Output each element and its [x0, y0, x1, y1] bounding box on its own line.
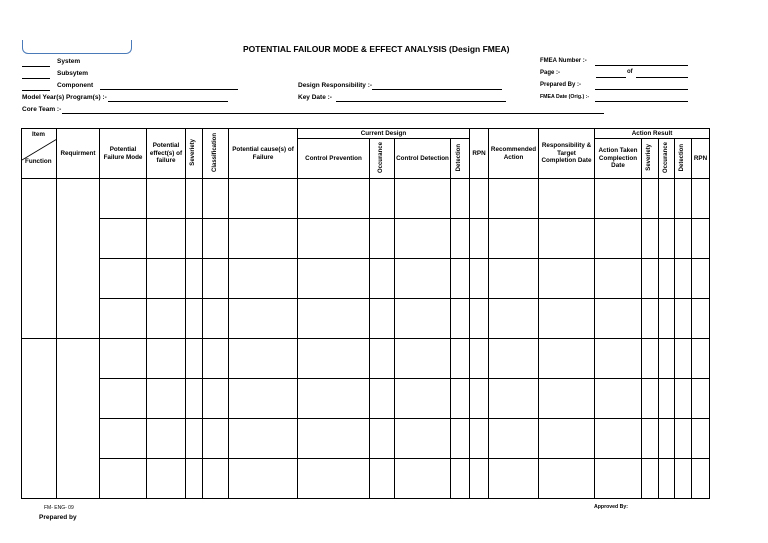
table-cell[interactable]: [539, 419, 595, 459]
table-cell[interactable]: [186, 299, 203, 339]
table-cell[interactable]: [451, 459, 470, 499]
table-cell[interactable]: [186, 259, 203, 299]
table-cell[interactable]: [489, 339, 539, 379]
table-cell[interactable]: [370, 339, 395, 379]
table-cell[interactable]: [370, 419, 395, 459]
table-cell[interactable]: [100, 179, 147, 219]
table-cell[interactable]: [595, 339, 642, 379]
design-responsibility-field[interactable]: [372, 84, 502, 90]
approved-by-footer: Approved By:: [594, 504, 629, 510]
current-design-group-header: Current Design: [298, 129, 470, 139]
table-cell[interactable]: [370, 259, 395, 299]
table-cell[interactable]: [147, 419, 186, 459]
table-row: [22, 419, 710, 459]
classification-header-text: Classification: [211, 132, 218, 172]
table-cell[interactable]: [642, 259, 659, 299]
causes-header: Potential cause(s) of Failure: [229, 129, 298, 179]
table-cell[interactable]: [539, 179, 595, 219]
table-cell[interactable]: [370, 219, 395, 259]
item-function-header-cell: [22, 129, 57, 179]
table-cell[interactable]: [539, 379, 595, 419]
table-cell[interactable]: [692, 339, 710, 379]
fmea-number-field[interactable]: [595, 60, 688, 66]
table-cell[interactable]: [470, 179, 489, 219]
table-cell[interactable]: [186, 339, 203, 379]
table-cell[interactable]: [642, 419, 659, 459]
occurance-header-text: Occurance: [378, 141, 385, 173]
table-cell[interactable]: [595, 259, 642, 299]
table-cell[interactable]: [451, 419, 470, 459]
table-cell[interactable]: [675, 379, 692, 419]
table-cell[interactable]: [100, 259, 147, 299]
table-cell[interactable]: [229, 379, 298, 419]
table-cell[interactable]: [147, 179, 186, 219]
table-cell[interactable]: [470, 379, 489, 419]
table-cell[interactable]: [203, 219, 229, 259]
table-cell[interactable]: [692, 419, 710, 459]
model-year-label: Model Year(s) Program(s) :-: [22, 94, 107, 101]
table-cell[interactable]: [395, 379, 451, 419]
table-cell[interactable]: [451, 299, 470, 339]
table-cell[interactable]: [186, 459, 203, 499]
table-cell[interactable]: [203, 259, 229, 299]
table-cell[interactable]: [470, 299, 489, 339]
table-cell[interactable]: [489, 379, 539, 419]
table-cell[interactable]: [595, 459, 642, 499]
table-cell[interactable]: [659, 379, 675, 419]
table-cell[interactable]: [395, 299, 451, 339]
table-cell[interactable]: [659, 419, 675, 459]
table-cell[interactable]: [675, 259, 692, 299]
action-result-group-header: Action Result: [595, 129, 710, 139]
page-total-field[interactable]: [636, 72, 688, 78]
ar-occurance-header: [659, 139, 675, 179]
table-cell[interactable]: [642, 219, 659, 259]
table-cell[interactable]: [370, 379, 395, 419]
form-code: FM- ENG- 09: [44, 505, 74, 511]
table-cell[interactable]: [298, 219, 370, 259]
table-cell[interactable]: [147, 339, 186, 379]
table-cell[interactable]: [395, 219, 451, 259]
table-cell[interactable]: [395, 259, 451, 299]
table-cell[interactable]: [451, 339, 470, 379]
table-cell[interactable]: [539, 299, 595, 339]
table-cell[interactable]: [659, 459, 675, 499]
ar-severity-header: [642, 139, 659, 179]
ar-occurance-header-text: Occurance: [662, 141, 669, 173]
requirement-header: Requirment: [57, 129, 100, 179]
severity-header-text: Severiety: [190, 138, 197, 166]
table-cell[interactable]: [451, 179, 470, 219]
table-cell[interactable]: [692, 219, 710, 259]
severity-header: [186, 129, 203, 179]
table-cell[interactable]: [642, 379, 659, 419]
table-cell[interactable]: [595, 379, 642, 419]
table-cell[interactable]: [659, 259, 675, 299]
design-responsibility-label: Design Responsibility :-: [298, 82, 373, 89]
table-cell[interactable]: [675, 179, 692, 219]
key-date-field[interactable]: [336, 96, 506, 102]
prepared-by-footer: Prepared by: [39, 514, 77, 521]
table-cell[interactable]: [595, 299, 642, 339]
fmea-date-label: FMEA Date (Orig.) :-: [540, 94, 590, 100]
table-cell[interactable]: [229, 339, 298, 379]
logo-placeholder-box: [22, 40, 132, 54]
table-cell[interactable]: [595, 219, 642, 259]
table-cell[interactable]: [395, 179, 451, 219]
table-cell[interactable]: [229, 179, 298, 219]
table-row: [22, 459, 710, 499]
table-cell[interactable]: [489, 219, 539, 259]
table-cell[interactable]: [642, 299, 659, 339]
table-cell[interactable]: [229, 259, 298, 299]
system-label: System: [57, 58, 81, 65]
detection-header-text: Detection: [456, 143, 463, 171]
component-blank[interactable]: [22, 85, 50, 91]
table-cell[interactable]: [57, 179, 100, 339]
table-row: [22, 219, 710, 259]
table-cell[interactable]: [186, 179, 203, 219]
occurance-header: [370, 139, 395, 179]
ar-severity-header-text: Severiety: [646, 143, 653, 171]
table-row: [22, 299, 710, 339]
prepared-by-field[interactable]: [595, 84, 688, 90]
table-cell[interactable]: [229, 299, 298, 339]
core-team-field[interactable]: [62, 108, 604, 114]
table-cell[interactable]: [203, 299, 229, 339]
ar-detection-header: [675, 139, 692, 179]
item-label: Item: [32, 131, 45, 138]
table-cell[interactable]: [22, 339, 57, 499]
model-year-field[interactable]: [108, 96, 228, 102]
recommended-action-header: Recommended Action: [489, 129, 539, 179]
table-cell[interactable]: [595, 179, 642, 219]
table-cell[interactable]: [298, 259, 370, 299]
component-label: Component: [57, 82, 94, 89]
table-cell[interactable]: [395, 419, 451, 459]
table-cell[interactable]: [539, 259, 595, 299]
table-cell[interactable]: [659, 179, 675, 219]
table-cell[interactable]: [395, 339, 451, 379]
responsibility-header: Responsibility & Target Completion Date: [539, 129, 595, 179]
page-label: Page :-: [540, 70, 561, 76]
table-cell[interactable]: [451, 379, 470, 419]
table-cell[interactable]: [470, 339, 489, 379]
table-cell[interactable]: [692, 259, 710, 299]
rpn-header: RPN: [470, 129, 489, 179]
table-cell[interactable]: [489, 419, 539, 459]
table-cell[interactable]: [100, 459, 147, 499]
table-cell[interactable]: [147, 259, 186, 299]
table-cell[interactable]: [100, 219, 147, 259]
table-cell[interactable]: [489, 299, 539, 339]
table-cell[interactable]: [395, 459, 451, 499]
table-cell[interactable]: [675, 339, 692, 379]
page-title: POTENTIAL FAILOUR MODE & EFFECT ANALYSIS (Design FMEA): [243, 44, 510, 54]
table-cell[interactable]: [147, 379, 186, 419]
table-cell[interactable]: [370, 299, 395, 339]
table-cell[interactable]: [659, 219, 675, 259]
table-cell[interactable]: [539, 339, 595, 379]
detection-header: [451, 139, 470, 179]
table-cell[interactable]: [659, 299, 675, 339]
table-cell[interactable]: [451, 259, 470, 299]
table-cell[interactable]: [57, 339, 100, 499]
table-cell[interactable]: [642, 179, 659, 219]
key-date-label: Key Date :-: [298, 94, 332, 101]
table-cell[interactable]: [298, 379, 370, 419]
table-cell[interactable]: [203, 459, 229, 499]
table-cell[interactable]: [489, 459, 539, 499]
table-cell[interactable]: [203, 379, 229, 419]
table-cell[interactable]: [692, 299, 710, 339]
table-cell[interactable]: [675, 219, 692, 259]
effects-header: Potential effect(s) of failure: [147, 129, 186, 179]
subsystem-blank[interactable]: [22, 73, 50, 79]
table-cell[interactable]: [147, 219, 186, 259]
table-cell[interactable]: [229, 419, 298, 459]
prepared-by-label: Prepared By :-: [540, 82, 582, 88]
subsystem-label: Subsytem: [57, 70, 89, 77]
fmea-number-label: FMEA Number :-: [540, 58, 587, 64]
table-cell[interactable]: [675, 299, 692, 339]
table-cell[interactable]: [675, 419, 692, 459]
classification-header: [203, 129, 229, 179]
table-cell[interactable]: [642, 339, 659, 379]
table-cell[interactable]: [100, 339, 147, 379]
component-value-field[interactable]: [100, 84, 238, 90]
page-of-text: of: [627, 69, 633, 75]
fmea-date-field[interactable]: [595, 96, 688, 102]
failure-mode-header: Potential Failure Mode: [100, 129, 147, 179]
table-cell[interactable]: [298, 179, 370, 219]
system-blank[interactable]: [22, 61, 50, 67]
table-cell[interactable]: [298, 459, 370, 499]
table-cell[interactable]: [147, 459, 186, 499]
table-cell[interactable]: [203, 339, 229, 379]
table-cell[interactable]: [539, 219, 595, 259]
table-cell[interactable]: [370, 179, 395, 219]
table-row: [22, 339, 710, 379]
table-cell[interactable]: [489, 179, 539, 219]
table-cell[interactable]: [595, 419, 642, 459]
control-detection-header: Control Detection: [395, 139, 451, 179]
table-cell[interactable]: [642, 459, 659, 499]
table-cell[interactable]: [675, 459, 692, 499]
table-row: [22, 379, 710, 419]
table-cell[interactable]: [186, 379, 203, 419]
table-cell[interactable]: [186, 219, 203, 259]
ar-rpn-header: RPN: [692, 139, 710, 179]
control-prevention-header: Control Prevention: [298, 139, 370, 179]
table-cell[interactable]: [539, 459, 595, 499]
table-cell[interactable]: [298, 419, 370, 459]
table-cell[interactable]: [298, 299, 370, 339]
action-taken-header: Action Taken Complection Date: [595, 139, 642, 179]
table-cell[interactable]: [470, 219, 489, 259]
function-label: Function: [25, 158, 52, 165]
table-cell[interactable]: [229, 219, 298, 259]
table-cell[interactable]: [186, 419, 203, 459]
table-cell[interactable]: [100, 299, 147, 339]
table-cell[interactable]: [470, 459, 489, 499]
table-cell[interactable]: [489, 259, 539, 299]
table-cell[interactable]: [100, 379, 147, 419]
core-team-label: Core Team :-: [22, 106, 62, 113]
table-cell[interactable]: [203, 419, 229, 459]
table-cell[interactable]: [659, 339, 675, 379]
table-row: [22, 259, 710, 299]
table-cell[interactable]: [470, 419, 489, 459]
table-cell[interactable]: [229, 459, 298, 499]
fmea-table: [21, 128, 710, 499]
table-cell[interactable]: [203, 179, 229, 219]
table-row: [22, 179, 710, 219]
table-cell[interactable]: [147, 299, 186, 339]
table-cell[interactable]: [451, 219, 470, 259]
table-cell[interactable]: [692, 179, 710, 219]
table-cell[interactable]: [22, 179, 57, 339]
table-cell[interactable]: [692, 459, 710, 499]
ar-detection-header-text: Detection: [679, 143, 686, 171]
table-cell[interactable]: [470, 259, 489, 299]
table-cell[interactable]: [298, 339, 370, 379]
page-number-field[interactable]: [596, 72, 626, 78]
table-cell[interactable]: [370, 459, 395, 499]
table-cell[interactable]: [692, 379, 710, 419]
table-cell[interactable]: [100, 419, 147, 459]
